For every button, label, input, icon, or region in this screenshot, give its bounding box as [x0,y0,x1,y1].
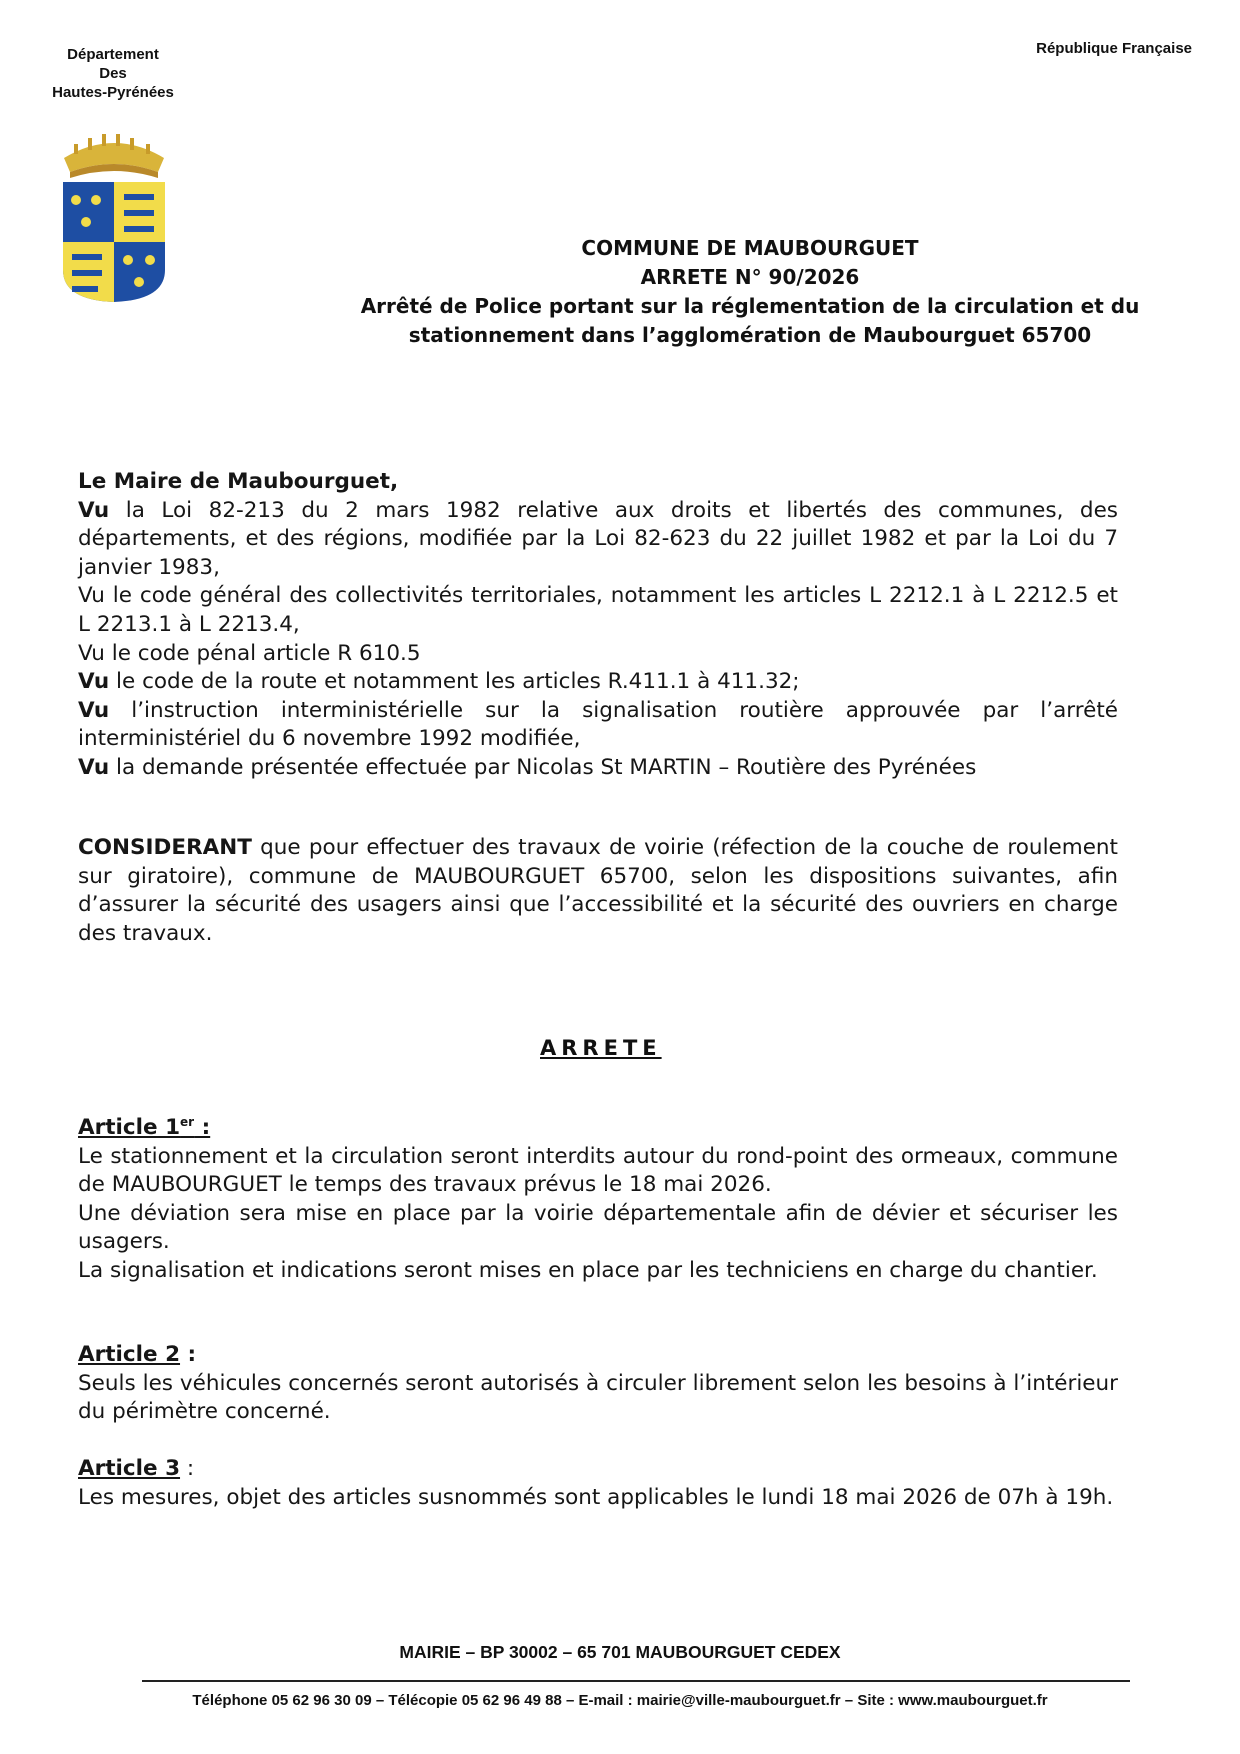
preamble [78,468,1118,783]
vu-item [78,754,1118,783]
article-paragraph: Les mesures, objet des articles susnommés sont applicables le lundi 18 mai 2026 de 07h à 19h. [78,1484,1114,1510]
department-line: Hautes-Pyrénées [52,84,174,101]
subject-line: Arrêté de Police portant sur la réglementation de la circulation et du [360,294,1140,318]
arrete-number: ARRETE N° 90/2026 [640,265,860,289]
article-heading: Article 2 [78,1342,181,1367]
department-label [38,45,188,102]
footer-address: MAIRIE – BP 30002 – 65 701 MAUBOURGUET CEDEX [399,1642,841,1662]
commune-title: COMMUNE DE MAUBOURGUET [581,236,919,260]
vu-text: la Loi 82-213 du 2 mars 1982 relative aux droits et libertés des communes, des départements, et des régions, modifiée par la Loi 82-623 du 22 juillet 1982 et par la Loi du 7 janvier 1983, [78,497,1118,580]
vu-item [78,668,1118,697]
department-line: Des [99,65,127,82]
vu-item [78,640,1118,669]
vu-text: l’instruction interministérielle sur la signalisation routière approuvée par l’arrêté interministériel du 6 novembre 1992 modifiée, [78,697,1118,752]
considerant-text: que pour effectuer des travaux de voirie (réfection de la couche de roulement sur giratoire), commune de MAUBOURGUET 65700, selon les dispositions suivantes, afin d’assurer la sécurité des usagers ainsi que l’accessibilité et la sécurité des ouvriers en charge des travaux. [78,835,1118,946]
vu-label: Vu [78,697,110,723]
article-paragraph: La signalisation et indications seront mises en place par les techniciens en charge du chantier. [78,1257,1098,1283]
vu-text: le code pénal article R 610.5 [111,640,421,666]
vu-text: le code général des collectivités territoriales, notamment les articles L 2212.1 à L 2212.5 et L 2213.1 à L 2213.4, [78,583,1118,637]
republic-label: République Française [1036,40,1192,57]
coat-of-arms-icon [60,130,168,305]
article-paragraph: Le stationnement et la circulation seront interdits autour du rond-point des ormeaux, commune de MAUBOURGUET le temps des travaux prévus le 18 mai 2026. [78,1143,1118,1198]
article-2: Article 2 : Seuls les véhicules concernés seront autorisés à circuler librement selon les besoins à l’intérieur du périmètre concerné. [78,1341,1118,1427]
article-3: Article 3 : Les mesures, objet des articles susnommés sont applicables le lundi 18 mai 2026 de 07h à 19h. [78,1455,1118,1512]
article-1 [78,1114,1118,1286]
considerant-label: CONSIDERANT [78,835,252,860]
vu-text: la demande présentée effectuée par Nicolas St MARTIN – Routière des Pyrénées [116,754,977,780]
mayor-line: Le Maire de Maubourguet, [78,469,399,494]
article-paragraph: Une déviation sera mise en place par la voirie départementale afin de dévier et sécuriser les usagers. [78,1200,1118,1255]
vu-item [78,697,1118,754]
department-line: Département [67,46,159,63]
vu-label: Vu [78,640,105,666]
vu-label: Vu [78,583,105,609]
subject-line: stationnement dans l’agglomération de Maubourguet 65700 [408,323,1092,347]
vu-label: Vu [78,754,110,780]
vu-item [78,497,1118,583]
article-heading: Article 1er : [78,1114,211,1140]
vu-text: le code de la route et notamment les articles R.411.1 à 411.32; [116,669,800,695]
document-title [330,234,1170,350]
vu-item [78,582,1118,639]
vu-label: Vu [78,669,110,695]
article-heading: Article 3 [78,1456,181,1481]
vu-label: Vu [78,497,110,523]
article-paragraph: Seuls les véhicules concernés seront autorisés à circuler librement selon les besoins à l’intérieur du périmètre concerné. [78,1370,1118,1425]
arrete-heading: ARRETE [540,1036,662,1060]
considerant [78,834,1118,948]
footer-divider [142,1680,1130,1682]
footer-contact: Téléphone 05 62 96 30 09 – Télécopie 05 62 96 49 88 – E-mail : mairie@ville-maubourguet.fr – Site : www.maubourguet.fr [192,1692,1048,1709]
